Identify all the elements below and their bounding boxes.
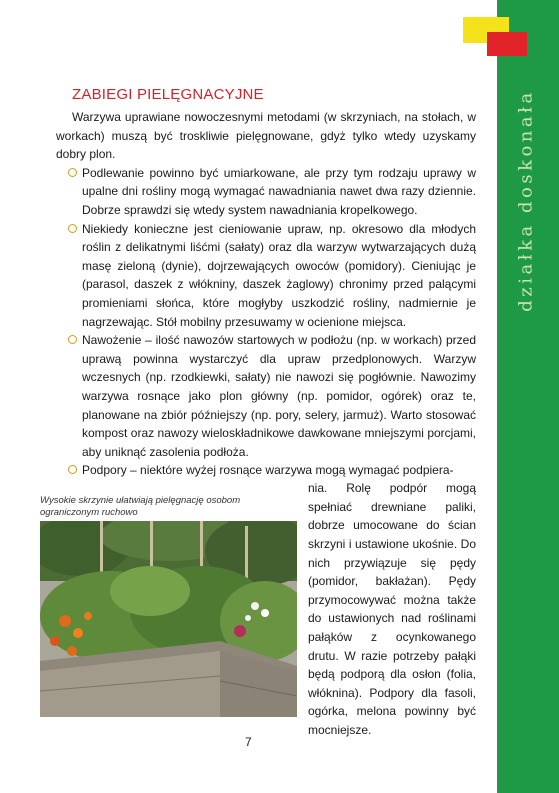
bullet-circle-icon [68,168,77,177]
list-item-first-line: Podpory – niektóre wyżej rosnące warzywa mogą wymagać podpiera- [82,463,454,478]
list-item [56,164,476,220]
list-item [56,220,476,332]
wrapped-text-column [308,479,476,739]
garden-raised-beds-photo [40,521,297,717]
side-title [506,50,546,350]
intro-paragraph: Warzywa uprawiane nowoczesnymi metodami (w skrzyniach, na stołach, w workach) muszą być troskliwie pielęgnowane, gdyż tylko wtedy uzyskamy dobry plon. [56,110,476,162]
list-item-text: Podlewanie powinno być umiarkowane, ale przy tym rodzaju uprawy w upalne dni rośliny mogą wymagać nawadniania nawet dwa razy dziennie. Dobrze sprawdzi się wtedy system nawadniania kropelkowego. [82,165,476,217]
section-heading: ZABIEGI PIELĘGNACYJNE [72,86,264,103]
bullet-circle-icon [68,335,77,344]
page-number: 7 [245,735,252,749]
list-item [56,331,476,461]
bullet-circle-icon [68,465,77,474]
list-item-text: Nawożenie – ilość nawozów startowych w podłożu (np. w workach) przed uprawą powinna wystarczyć dla upraw przedplonowych. Warzyw wczesnych (np. rzodkiewki, sałaty) nie nawozi się pogłównie. Nawozimy warzywa rosnące jako plon główny (np. pomidor, ogórek) oraz te, planowane na zbiór późniejszy (np. pory, selery, jarmuż). Warto stosować kompost oraz nawozy wieloskładnikowe dawkowane mniejszymi porcjami, aby uniknąć zasolenia podłoża. [82,333,476,459]
side-title-text: działka doskonała [515,88,537,312]
figure-caption: Wysokie skrzynie ułatwiają pielęgnację osobom ograniczonym ruchowo [40,495,241,518]
list-item-text: Niekiedy konieczne jest cieniowanie upraw, np. okresowo dla młodych roślin z delikatnymi liśćmi (sałaty) oraz dla warzyw wytwarzających dużą masę zieloną (dynie), dojrzewających owoców (pomidory). Cieniując je (parasol, daszek z włókniny, daszek żaglowy) chronimy przed palącymi promieniami słońca, które mogłyby uszkodzić rośliny, nadmiernie je nagrzewając. Stół mobilny przesuwamy w ocienione miejsca. [82,221,476,329]
list-item-text-continued: nia. Rolę podpór mogą spełniać drewniane paliki, dobrze umocowane do ścian skrzyni i ustawione ukośnie. Do nich przywiązuje się pędy (pomidor, bakłażan). Pędy przymocowywać można także do ustawionych nad roślinami pałąków z ocynkowanego drutu. W razie potrzeby pałąki będą podporą dla osłon (folia, włóknina). Podpory dla fasoli, ogórka, melona powinny być mocniejsze. [308,481,476,737]
bullet-circle-icon [68,224,77,233]
